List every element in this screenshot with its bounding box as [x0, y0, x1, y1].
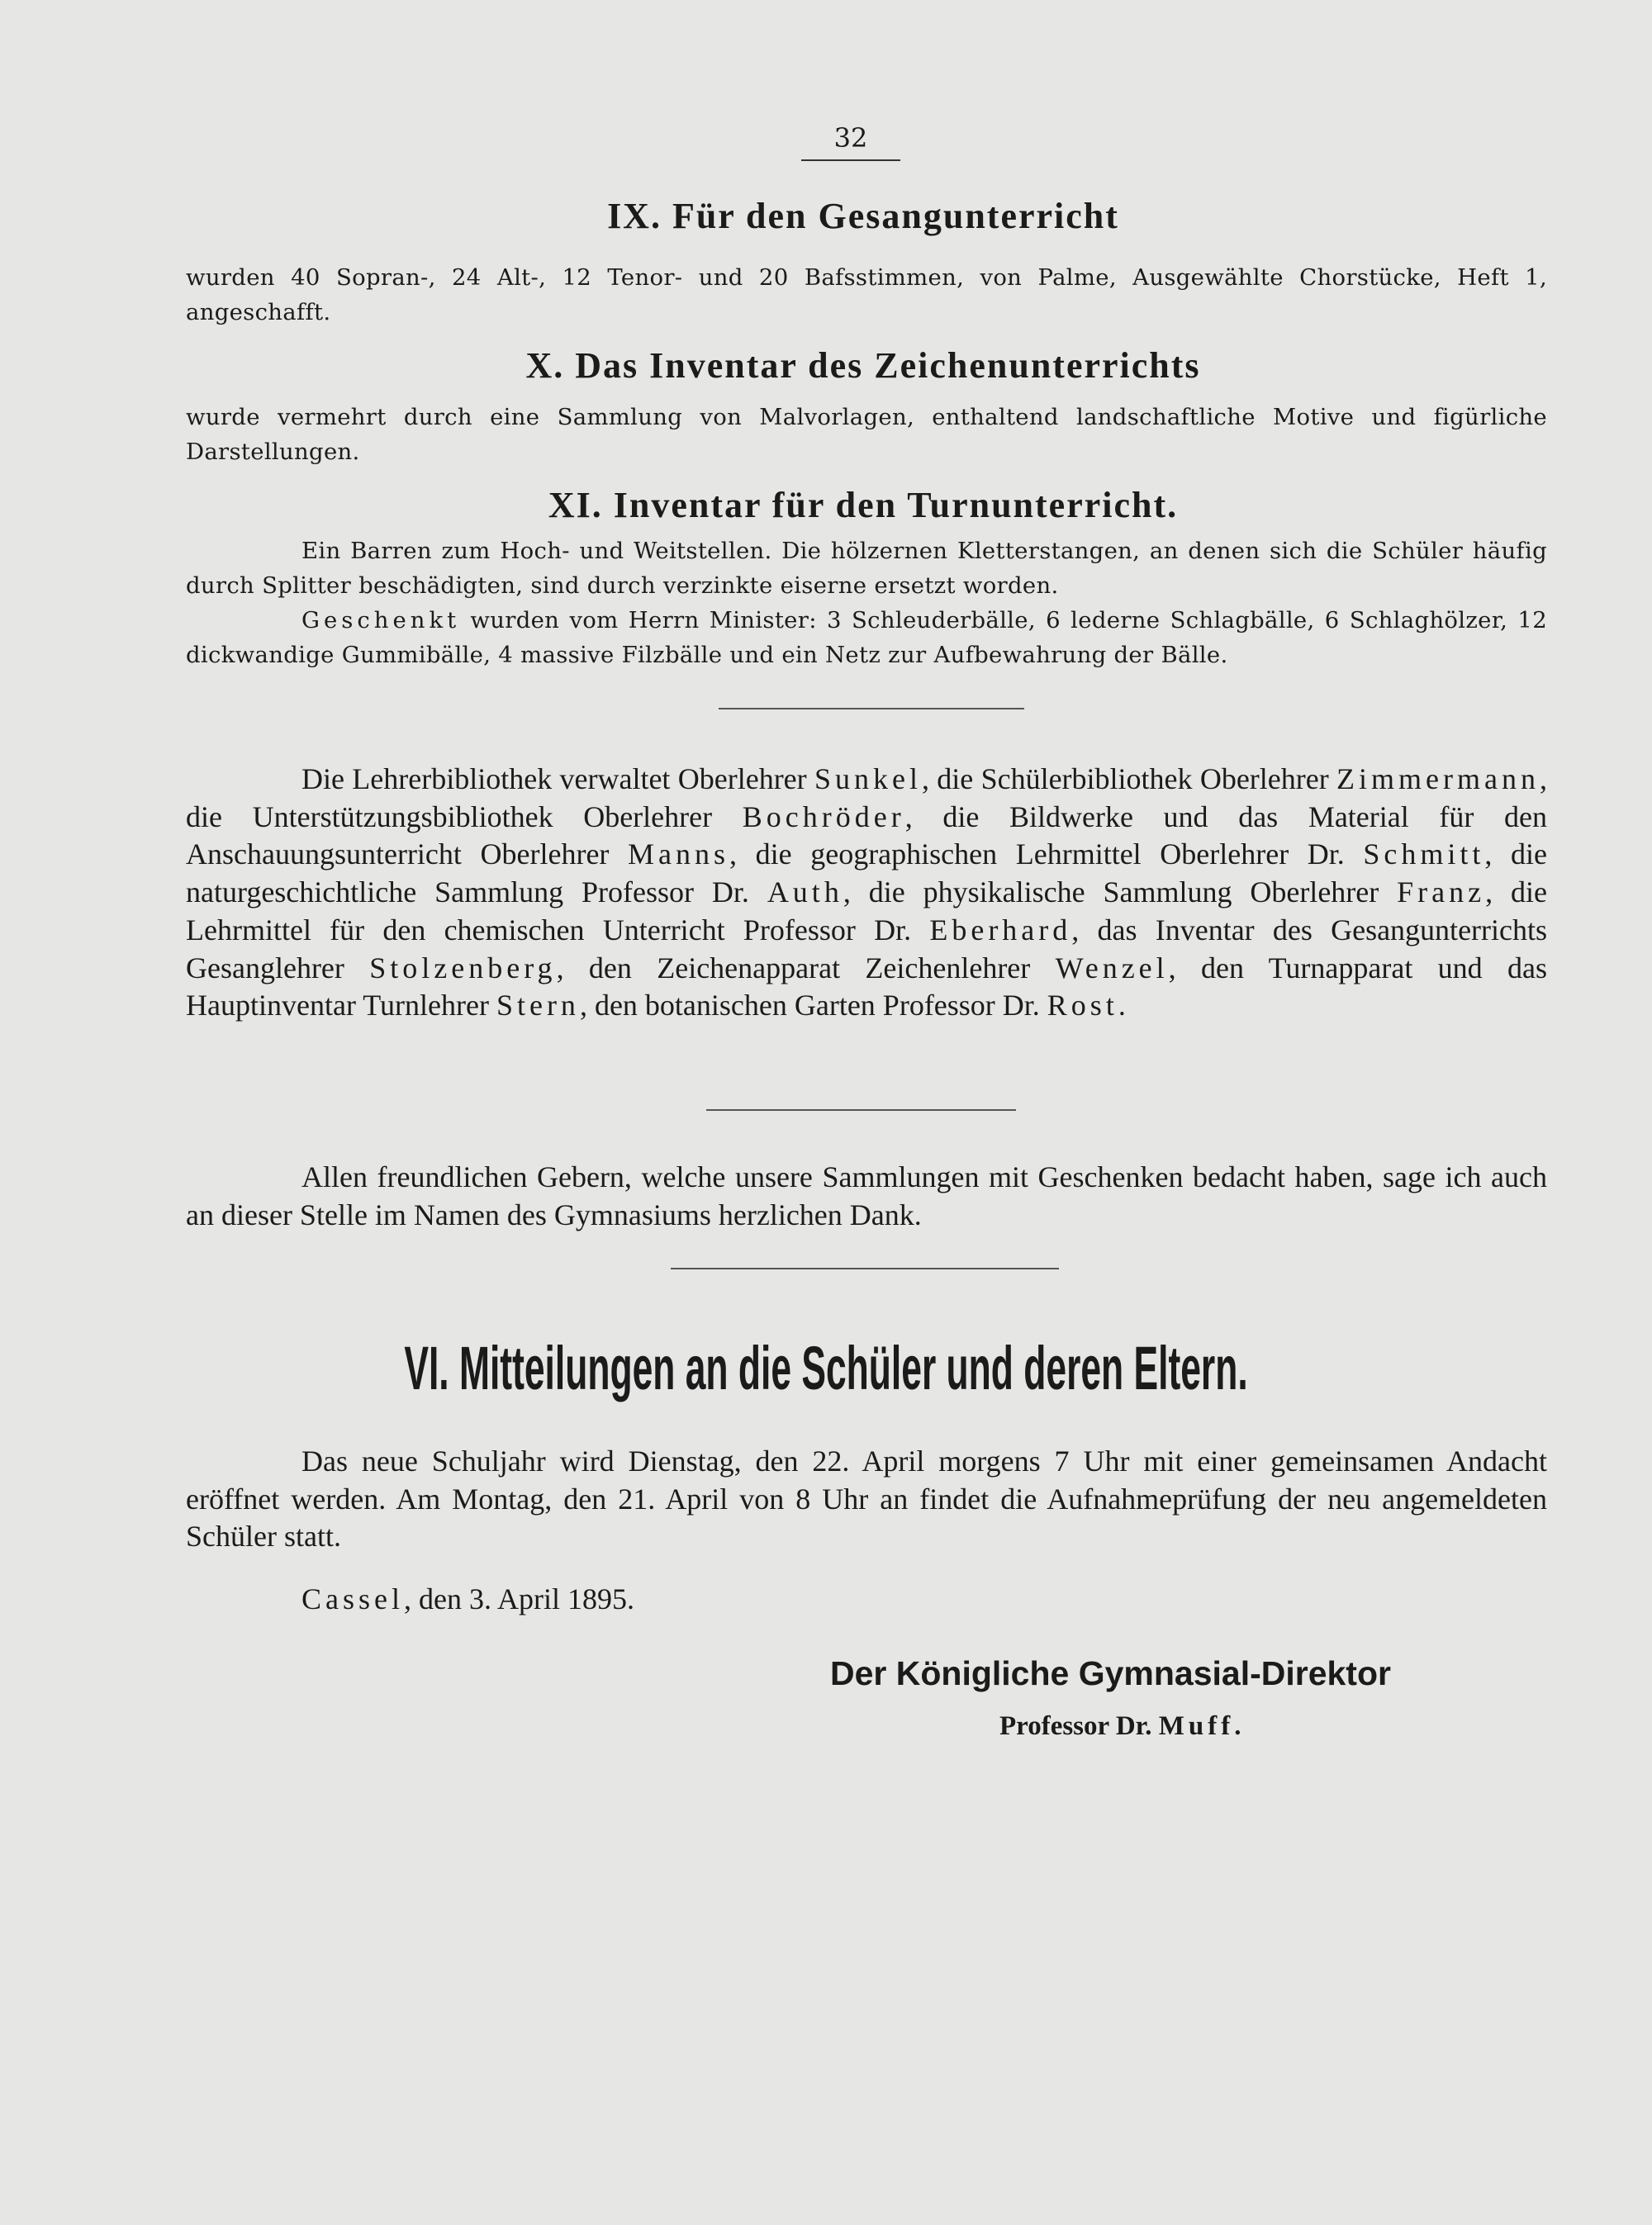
text-segment: , die physikalische Sammlung Oberlehrer	[843, 875, 1398, 909]
name-stolzenberg: Stolzenberg	[369, 951, 557, 984]
text-segment: , den Turnapparat und das Hauptinventar Turnlehrer	[186, 951, 1547, 1022]
section-xi-paragraph-1: Ein Barren zum Hoch- und Weitstellen. Die hölzernen Kletterstangen, an denen sich die Schüler häufig durch Splitter beschädigten, sind durch verzinkte eiserne ersetzt worden.	[186, 538, 1547, 599]
thanks-paragraph: Allen freundlichen Gebern, welche unsere Sammlungen mit Geschenken bedacht haben, sage ich auch an dieser Stelle im Namen des Gymnasiums herzlichen Dank.	[186, 1160, 1547, 1231]
text-segment: , das Inventar des Gesangunterrichts Gesanglehrer	[186, 913, 1548, 984]
name-zimmermann: Zimmermann	[1336, 762, 1540, 795]
text-segment: , die Schülerbibliothek Oberlehrer	[921, 762, 1337, 795]
collection-custodians	[186, 761, 1547, 1025]
section-xi-body	[186, 534, 1547, 672]
name-manns: Manns	[628, 837, 730, 871]
page-number: 32	[833, 122, 868, 154]
divider-3	[671, 1268, 1059, 1269]
geschenkt-label: Geschenkt	[301, 607, 461, 633]
thanks-block	[186, 1159, 1547, 1234]
text-segment: , den Zeichenapparat Zeichenlehrer	[556, 951, 1056, 984]
text-segment: .	[1118, 989, 1126, 1022]
gift-list: wurden vom Herrn Minister: 3 Schleuderbälle, 6 lederne Schlagbälle, 6 Schlaghölzer, 12 dickwandige Gummibälle, 4 massive Filzbälle und ein Netz zur Aufbewahrung der Bälle.	[186, 607, 1547, 668]
name-bochroeder: Bochröder	[742, 799, 905, 833]
section-vi-paragraph: Das neue Schuljahr wird Dienstag, den 22. April morgens 7 Uhr mit einer gemeinsamen Andacht eröffnet werden. Am Montag, den 21. April von 8 Uhr an findet die Aufnahmeprüfung der neu angemeldeten Schüler statt.	[186, 1445, 1547, 1554]
text-segment: Die Lehrerbibliothek verwaltet Oberlehrer	[301, 762, 814, 795]
text-segment: , den botanischen Garten Professor Dr.	[579, 989, 1047, 1022]
text-segment: , die Bildwerke und das Material für den Anschauungsunterricht Oberlehrer	[186, 799, 1547, 871]
name-stern: Stern	[496, 989, 580, 1022]
custodians-paragraph	[186, 761, 1547, 1025]
section-ix-heading: IX. Für den Gesangunterricht	[607, 196, 1119, 236]
text-segment: , die Lehrmittel für den chemischen Unterricht Professor Dr.	[186, 875, 1548, 946]
divider-2	[706, 1109, 1016, 1111]
place-date	[301, 1582, 634, 1616]
section-x-paragraph: wurde vermehrt durch eine Sammlung von Malvorlagen, enthaltend landschaftliche Motive und figürliche Darstellungen.	[186, 404, 1547, 465]
section-ix-paragraph: wurden 40 Sopran-, 24 Alt-, 12 Tenor- und 20 Bafsstimmen, von Palme, Ausgewählte Chorstücke, Heft 1, angeschafft.	[186, 264, 1547, 325]
page-number-underline	[801, 159, 900, 161]
signature-title: Der Königliche Gymnasial-Direktor	[830, 1654, 1391, 1692]
name-auth: Auth	[767, 875, 843, 909]
name-franz: Franz	[1397, 875, 1486, 909]
date-text: , den 3. April 1895.	[404, 1582, 634, 1615]
name-rost: Rost	[1047, 989, 1118, 1022]
signature-name	[999, 1711, 1246, 1742]
section-xi-paragraph-2	[186, 603, 1547, 672]
name-sunkel: Sunkel	[814, 762, 922, 795]
section-vi-title: VI. Mitteilungen an die Schüler und deren Eltern.	[404, 1334, 1248, 1402]
text-segment: , die Unterstützungsbibliothek Oberlehrer	[186, 762, 1547, 833]
place-name: Cassel	[301, 1582, 404, 1615]
signature-surname: Muff.	[1158, 1711, 1246, 1741]
section-xi-heading: XI. Inventar für den Turnunterricht.	[548, 485, 1179, 525]
text-segment: , die geographischen Lehrmittel Oberlehrer Dr.	[729, 837, 1364, 871]
name-schmitt: Schmitt	[1363, 837, 1485, 871]
section-vi-body	[186, 1443, 1547, 1556]
name-eberhard: Eberhard	[929, 913, 1072, 946]
name-wenzel: Wenzel	[1055, 951, 1169, 984]
signature-prefix: Professor Dr.	[999, 1711, 1159, 1741]
section-x-body	[186, 400, 1547, 469]
section-ix-body	[186, 260, 1547, 330]
section-x-heading: X. Das Inventar des Zeichenunterrichts	[525, 345, 1201, 386]
text-segment: , die naturgeschichtliche Sammlung Professor Dr.	[186, 837, 1547, 909]
divider-1	[719, 708, 1024, 709]
